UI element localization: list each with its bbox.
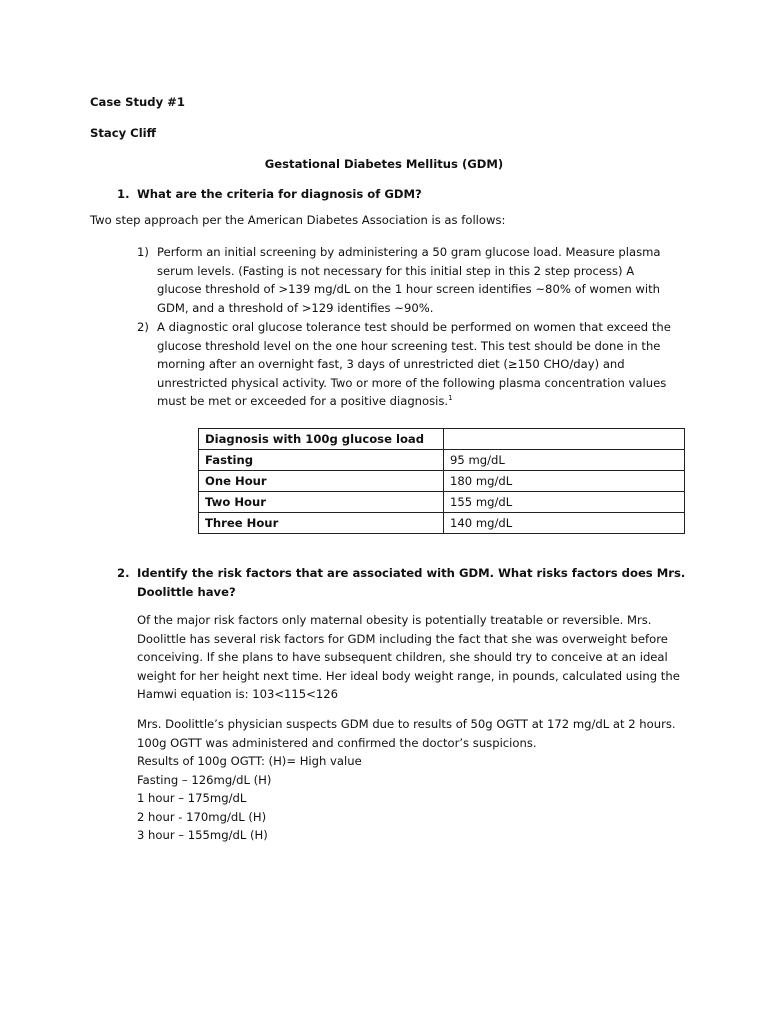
table-cell-value: 95 mg/dL xyxy=(444,450,685,471)
question-2 xyxy=(117,564,687,601)
results-line: 1 hour – 175mg/dL xyxy=(137,791,247,805)
table-row xyxy=(199,471,685,492)
diagnosis-criteria-table xyxy=(198,428,685,534)
step-2-text: A diagnostic oral glucose tolerance test should be performed on women that exceed the glucose threshold level on the one hour screening test. This test should be done in the morning after an overnight fast, 3 days of unrestricted diet (≥150 CHO/day) and unrestricted physical activity. Two or more of the following plasma concentration values must be met or exceeded for a positive diagnosis. xyxy=(157,320,671,408)
table-cell-label: One Hour xyxy=(199,471,444,492)
question-1-number: 1. xyxy=(117,187,130,201)
document-title: Gestational Diabetes Mellitus (GDM) xyxy=(264,157,504,171)
table-cell-label: Three Hour xyxy=(199,513,444,534)
author-name: Stacy Cliff xyxy=(90,126,157,140)
question-1-intro: Two step approach per the American Diabetes Association is as follows: xyxy=(90,213,506,227)
table-row xyxy=(199,492,685,513)
question-2-text: Identify the risk factors that are associated with GDM. What risks factors does Mrs. Doolittle have? xyxy=(137,566,686,599)
table-cell-label: Fasting xyxy=(199,450,444,471)
step-1-marker: 1) xyxy=(137,245,149,259)
case-study-label: Case Study #1 xyxy=(90,95,185,109)
question-1-text: What are the criteria for diagnosis of GDM? xyxy=(137,187,422,201)
step-2-marker: 2) xyxy=(137,320,149,334)
diagnosis-step-1 xyxy=(137,243,682,317)
table-cell-value: 140 mg/dL xyxy=(444,513,685,534)
table-cell-label: Two Hour xyxy=(199,492,444,513)
table-cell-value: 180 mg/dL xyxy=(444,471,685,492)
table-row xyxy=(199,450,685,471)
risk-factors-paragraph: Of the major risk factors only maternal obesity is potentially treatable or reversible. Mrs. Doolittle has several risk factors for GDM including the fact that she was overweight before conceiving. If she plans to have subsequent children, she should try to conceive at an ideal weight for her height next time. Her ideal body weight range, in pounds, calculated using the Hamwi equation is: 103<115<126 xyxy=(137,613,680,701)
footnote-marker: 1 xyxy=(448,394,453,403)
table-header-cell xyxy=(444,429,685,450)
results-line: 3 hour – 155mg/dL (H) xyxy=(137,828,268,842)
results-line: 2 hour - 170mg/dL (H) xyxy=(137,809,267,824)
results-line: Mrs. Doolittle’s physician suspects GDM due to results of 50g OGTT at 172 mg/dL at 2 hours. xyxy=(137,717,676,731)
results-line: Results of 100g OGTT: (H)= High value xyxy=(137,754,362,768)
results-line: 100g OGTT was administered and confirmed the doctor’s suspicions. xyxy=(137,735,537,750)
question-1 xyxy=(117,187,422,201)
results-line: Fasting – 126mg/dL (H) xyxy=(137,772,272,787)
table-header-cell: Diagnosis with 100g glucose load xyxy=(199,429,444,450)
table-header-row xyxy=(199,429,685,450)
step-1-text: Perform an initial screening by administering a 50 gram glucose load. Measure plasma serum levels. (Fasting is not necessary for this initial step in this 2 step process) A glucose threshold of >139 mg/dL on the 1 hour screen identifies ~80% of women with GDM, and a threshold of >129 identifies ~90%. xyxy=(157,245,661,315)
question-2-number: 2. xyxy=(117,566,130,580)
diagnosis-step-2 xyxy=(137,318,682,411)
table-row xyxy=(199,513,685,534)
ogtt-results-paragraph xyxy=(137,715,682,845)
step-2-text-block xyxy=(157,318,682,411)
table-cell-value: 155 mg/dL xyxy=(444,492,685,513)
